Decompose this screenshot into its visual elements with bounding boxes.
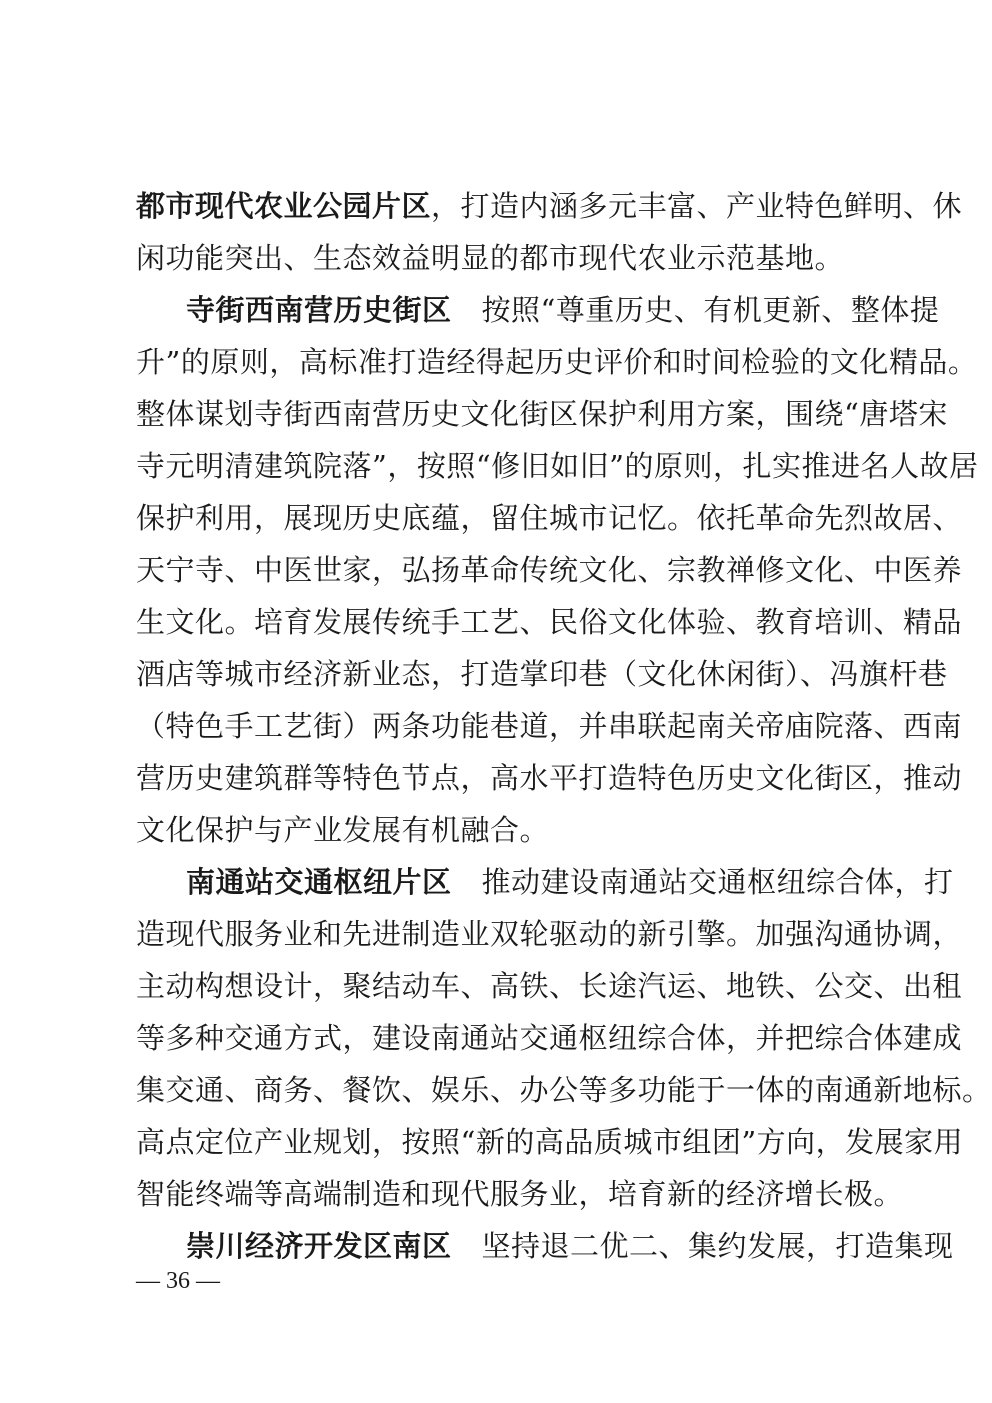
text-line: 主动构想设计，聚结动车、高铁、长途汽运、地铁、公交、出租 [136,969,963,1003]
text-line: 生文化。培育发展传统手工艺、民俗文化体验、教育培训、精品 [136,605,963,639]
text-line: 造现代服务业和先进制造业双轮驱动的新引擎。加强沟通协调， [136,917,963,951]
text-line: 等多种交通方式，建设南通站交通枢纽综合体，并把综合体建成 [136,1021,963,1055]
text-line: 集交通、商务、餐饮、娱乐、办公等多功能于一体的南通新地标。 [136,1073,992,1107]
text-line: 酒店等城市经济新业态，打造掌印巷（文化休闲街）、冯旗杆巷 [136,657,948,691]
text-line: 智能终端等高端制造和现代服务业，培育新的经济增长极。 [136,1177,904,1211]
page-number: — 36 — [136,1268,220,1294]
text-line: （特色手工艺街）两条功能巷道，并串联起南关帝庙院落、西南 [136,709,963,743]
text-line: 整体谋划寺街西南营历史文化街区保护利用方案，围绕“唐塔宋 [136,397,948,431]
text-line: 高点定位产业规划，按照“新的高品质城市组团”方向，发展家用 [136,1125,964,1159]
text-line: 崇川经济开发区南区 坚持退二优二、集约发展，打造集现 [186,1229,954,1263]
text-line: 文化保护与产业发展有机融合。 [136,813,550,847]
text-line: 闲功能突出、生态效益明显的都市现代农业示范基地。 [136,241,845,275]
text-line: 南通站交通枢纽片区 推动建设南通站交通枢纽综合体，打 [186,865,954,899]
text-line: 寺元明清建筑院落”，按照“修旧如旧”的原则，扎实推进名人故居 [136,449,979,483]
text-line: 寺街西南营历史街区 按照“尊重历史、有机更新、整体提 [186,293,940,327]
section-heading: 南通站交通枢纽片区 [186,865,452,899]
text-line: 营历史建筑群等特色节点，高水平打造特色历史文化街区，推动 [136,761,963,795]
text-line: 升”的原则，高标准打造经得起历史评价和时间检验的文化精品。 [136,345,978,379]
section-heading: 寺街西南营历史街区 [186,293,452,327]
text-line: 保护利用，展现历史底蕴，留住城市记忆。依托革命先烈故居、 [136,501,963,535]
section-heading: 都市现代农业公园片区 [136,189,432,223]
text-line: 天宁寺、中医世家，弘扬革命传统文化、宗教禅修文化、中医养 [136,553,963,587]
text-line: 都市现代农业公园片区，打造内涵多元丰富、产业特色鲜明、休 [136,189,963,223]
section-heading: 崇川经济开发区南区 [186,1229,452,1263]
